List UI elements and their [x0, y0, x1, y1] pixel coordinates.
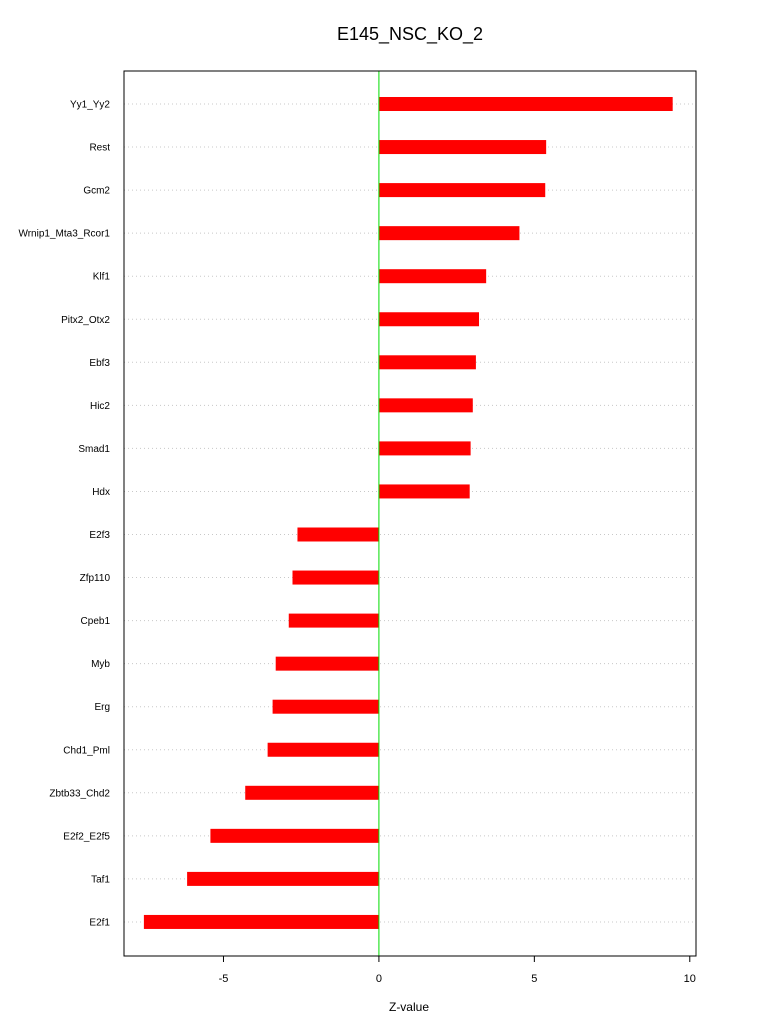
bar-hic2	[379, 398, 473, 412]
category-label: E2f2_E2f5	[63, 831, 110, 843]
category-label: Pitx2_Otx2	[61, 314, 110, 326]
category-label: Wrnip1_Mta3_Rcor1	[18, 228, 110, 240]
plot-frame	[124, 71, 696, 956]
bar-rest	[379, 140, 546, 154]
bar-smad1	[379, 441, 471, 455]
bar-chd1-pml	[268, 743, 379, 757]
category-label: Cpeb1	[80, 616, 110, 628]
bars	[144, 97, 673, 929]
x-tick-label: 10	[683, 973, 696, 985]
bar-yy1-yy2	[379, 97, 673, 111]
bar-klf1	[379, 269, 486, 283]
bar-zfp110	[292, 571, 378, 585]
bar-gcm2	[379, 183, 545, 197]
category-label: Erg	[94, 702, 110, 714]
category-label: E2f1	[89, 917, 110, 929]
bar-myb	[276, 657, 379, 671]
category-label: Rest	[89, 142, 110, 154]
bar-pitx2-otx2	[379, 312, 479, 326]
category-label: Hic2	[89, 400, 110, 412]
bar-ebf3	[379, 355, 476, 369]
category-label: Myb	[91, 659, 110, 671]
bar-taf1	[187, 872, 379, 886]
bar-e2f2-e2f5	[210, 829, 378, 843]
x-tick-label: 0	[375, 973, 382, 985]
category-label: Taf1	[91, 874, 110, 886]
bar-wrnip1-mta3-rcor1	[379, 226, 520, 240]
category-labels	[18, 100, 110, 929]
x-axis	[219, 956, 696, 985]
category-label: E2f3	[89, 530, 110, 541]
category-label: Hdx	[92, 486, 110, 498]
x-tick-label: 5	[531, 973, 538, 985]
bar-hdx	[379, 484, 470, 498]
chart-title: E145_NSC_KO_2	[336, 24, 484, 44]
bar-e2f3	[297, 528, 378, 542]
category-label: Ebf3	[89, 357, 110, 369]
bar-e2f1	[144, 915, 379, 929]
x-tick-label: -5	[218, 973, 229, 985]
bar-erg	[273, 700, 379, 714]
category-label: Yy1_Yy2	[69, 99, 110, 111]
category-label: Klf1	[92, 271, 110, 283]
x-axis-label: Z-value	[388, 1000, 430, 1014]
category-label: Gcm2	[83, 185, 110, 197]
bar-cpeb1	[289, 614, 379, 628]
category-label: Zfp110	[79, 573, 110, 585]
bar-zbtb33-chd2	[245, 786, 379, 800]
category-label: Chd1_Pml	[63, 745, 110, 757]
category-label: Smad1	[78, 443, 110, 455]
category-label: Zbtb33_Chd2	[49, 788, 110, 800]
